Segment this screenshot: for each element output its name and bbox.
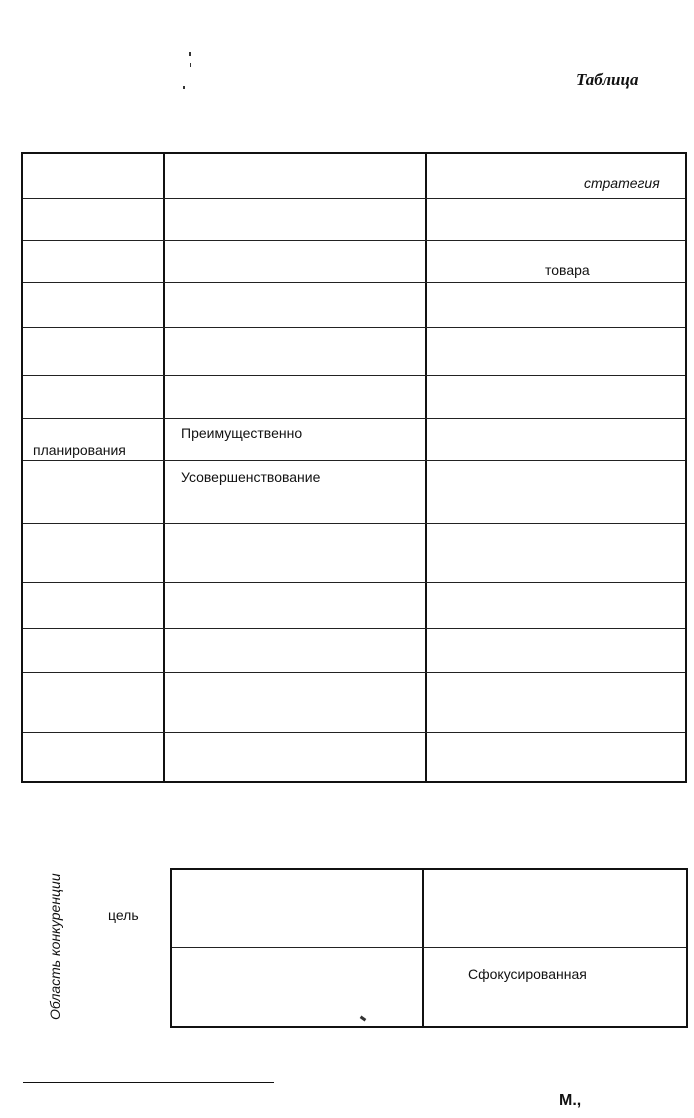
cell-planning: планирования <box>33 442 126 458</box>
row-divider <box>23 282 685 283</box>
column-divider <box>425 154 427 781</box>
scan-speck <box>183 86 185 89</box>
row-divider <box>23 240 685 241</box>
cell-improvement: Усовершенствование <box>181 469 321 485</box>
row-divider <box>23 582 685 583</box>
footnote-rule <box>23 1082 274 1083</box>
column-divider <box>422 870 424 1026</box>
column-divider <box>163 154 165 781</box>
footer-city: М., <box>559 1092 582 1109</box>
cell-product: товара <box>545 262 590 278</box>
row-divider <box>23 628 685 629</box>
competition-matrix <box>170 868 688 1028</box>
row-divider <box>23 523 685 524</box>
scan-speck <box>190 63 191 67</box>
axis-label-competition: Область конкуренции <box>47 873 63 1020</box>
scan-speck <box>189 52 191 56</box>
row-divider <box>23 327 685 328</box>
cell-predominantly: Преимущественно <box>181 425 303 441</box>
row-divider <box>23 198 685 199</box>
row-divider <box>23 732 685 733</box>
table-label: Таблица <box>576 70 639 89</box>
cell-focused: Сфокусированная <box>468 966 587 982</box>
main-table <box>21 152 687 783</box>
row-divider <box>23 418 685 419</box>
row-divider <box>172 947 686 948</box>
row-label-goal: цель <box>108 907 139 923</box>
row-divider <box>23 460 685 461</box>
row-divider <box>23 672 685 673</box>
header-cell-strategy: стратегия <box>584 175 660 191</box>
row-divider <box>23 375 685 376</box>
